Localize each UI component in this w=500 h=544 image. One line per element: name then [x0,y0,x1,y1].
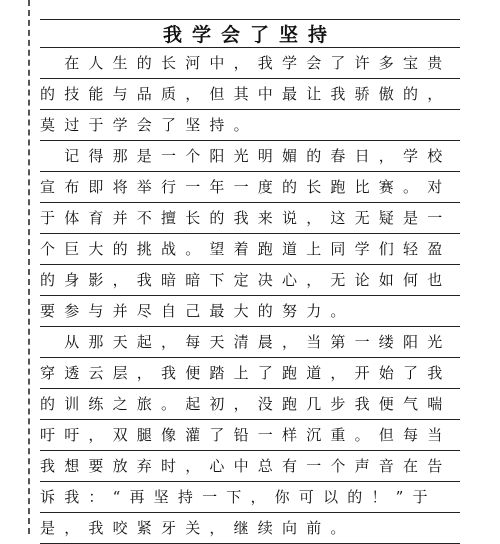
essay-line-text: 莫过于学会了坚持。 [40,116,258,134]
essay-line [40,203,460,234]
essay-line-text: 于体育并不擅长的我来说，这无疑是一 [40,209,452,227]
essay-line [40,234,460,265]
essay-line-text: 的技能与品质，但其中最让我骄傲的， [40,85,452,103]
essay-title: 我学会了坚持 [162,24,337,46]
essay-line-text: 记得那是一个阳光明媚的春日，学校 [40,147,452,165]
essay-line-text: 的训练之旅。起初，没跑几步我便气喘 [40,395,452,413]
essay-line [40,420,460,451]
essay-line-text: 是，我咬紧牙关，继续向前。 [40,519,355,537]
essay-line [40,451,460,482]
essay-line-text: 吁吁，双腿像灌了铅一样沉重。但每当 [40,426,452,444]
essay-line [40,141,460,172]
essay-line-text: 在人生的长河中，我学会了许多宝贵 [40,54,452,72]
essay-line [40,482,460,513]
margin-dashed-line [28,0,30,534]
essay-line [40,79,460,110]
essay-line-text: 要参与并尽自己最大的努力。 [40,302,355,320]
essay-line [40,172,460,203]
title-row-line [40,20,460,48]
essay-line-text: 的身影，我暗暗下定决心，无论如何也 [40,271,452,289]
essay-line [40,110,460,141]
essay-line-text: 诉我：“再坚持一下，你可以的！”于 [40,488,437,506]
essay-line [40,296,460,327]
essay-line [40,358,460,389]
essay-lines [40,20,460,544]
essay-line [40,265,460,296]
essay-line [40,48,460,79]
essay-page [40,0,460,537]
essay-line [40,327,460,358]
essay-line-text: 宣布即将举行一年一度的长跑比赛。对 [40,178,452,196]
essay-line-text: 穿透云层，我便踏上了跑道，开始了我 [40,364,452,382]
essay-line [40,513,460,544]
essay-line-text: 个巨大的挑战。望着跑道上同学们轻盈 [40,240,452,258]
essay-line-text: 从那天起，每天清晨，当第一缕阳光 [40,333,452,351]
essay-line [40,389,460,420]
essay-line-text: 我想要放弃时，心中总有一个声音在告 [40,457,452,475]
